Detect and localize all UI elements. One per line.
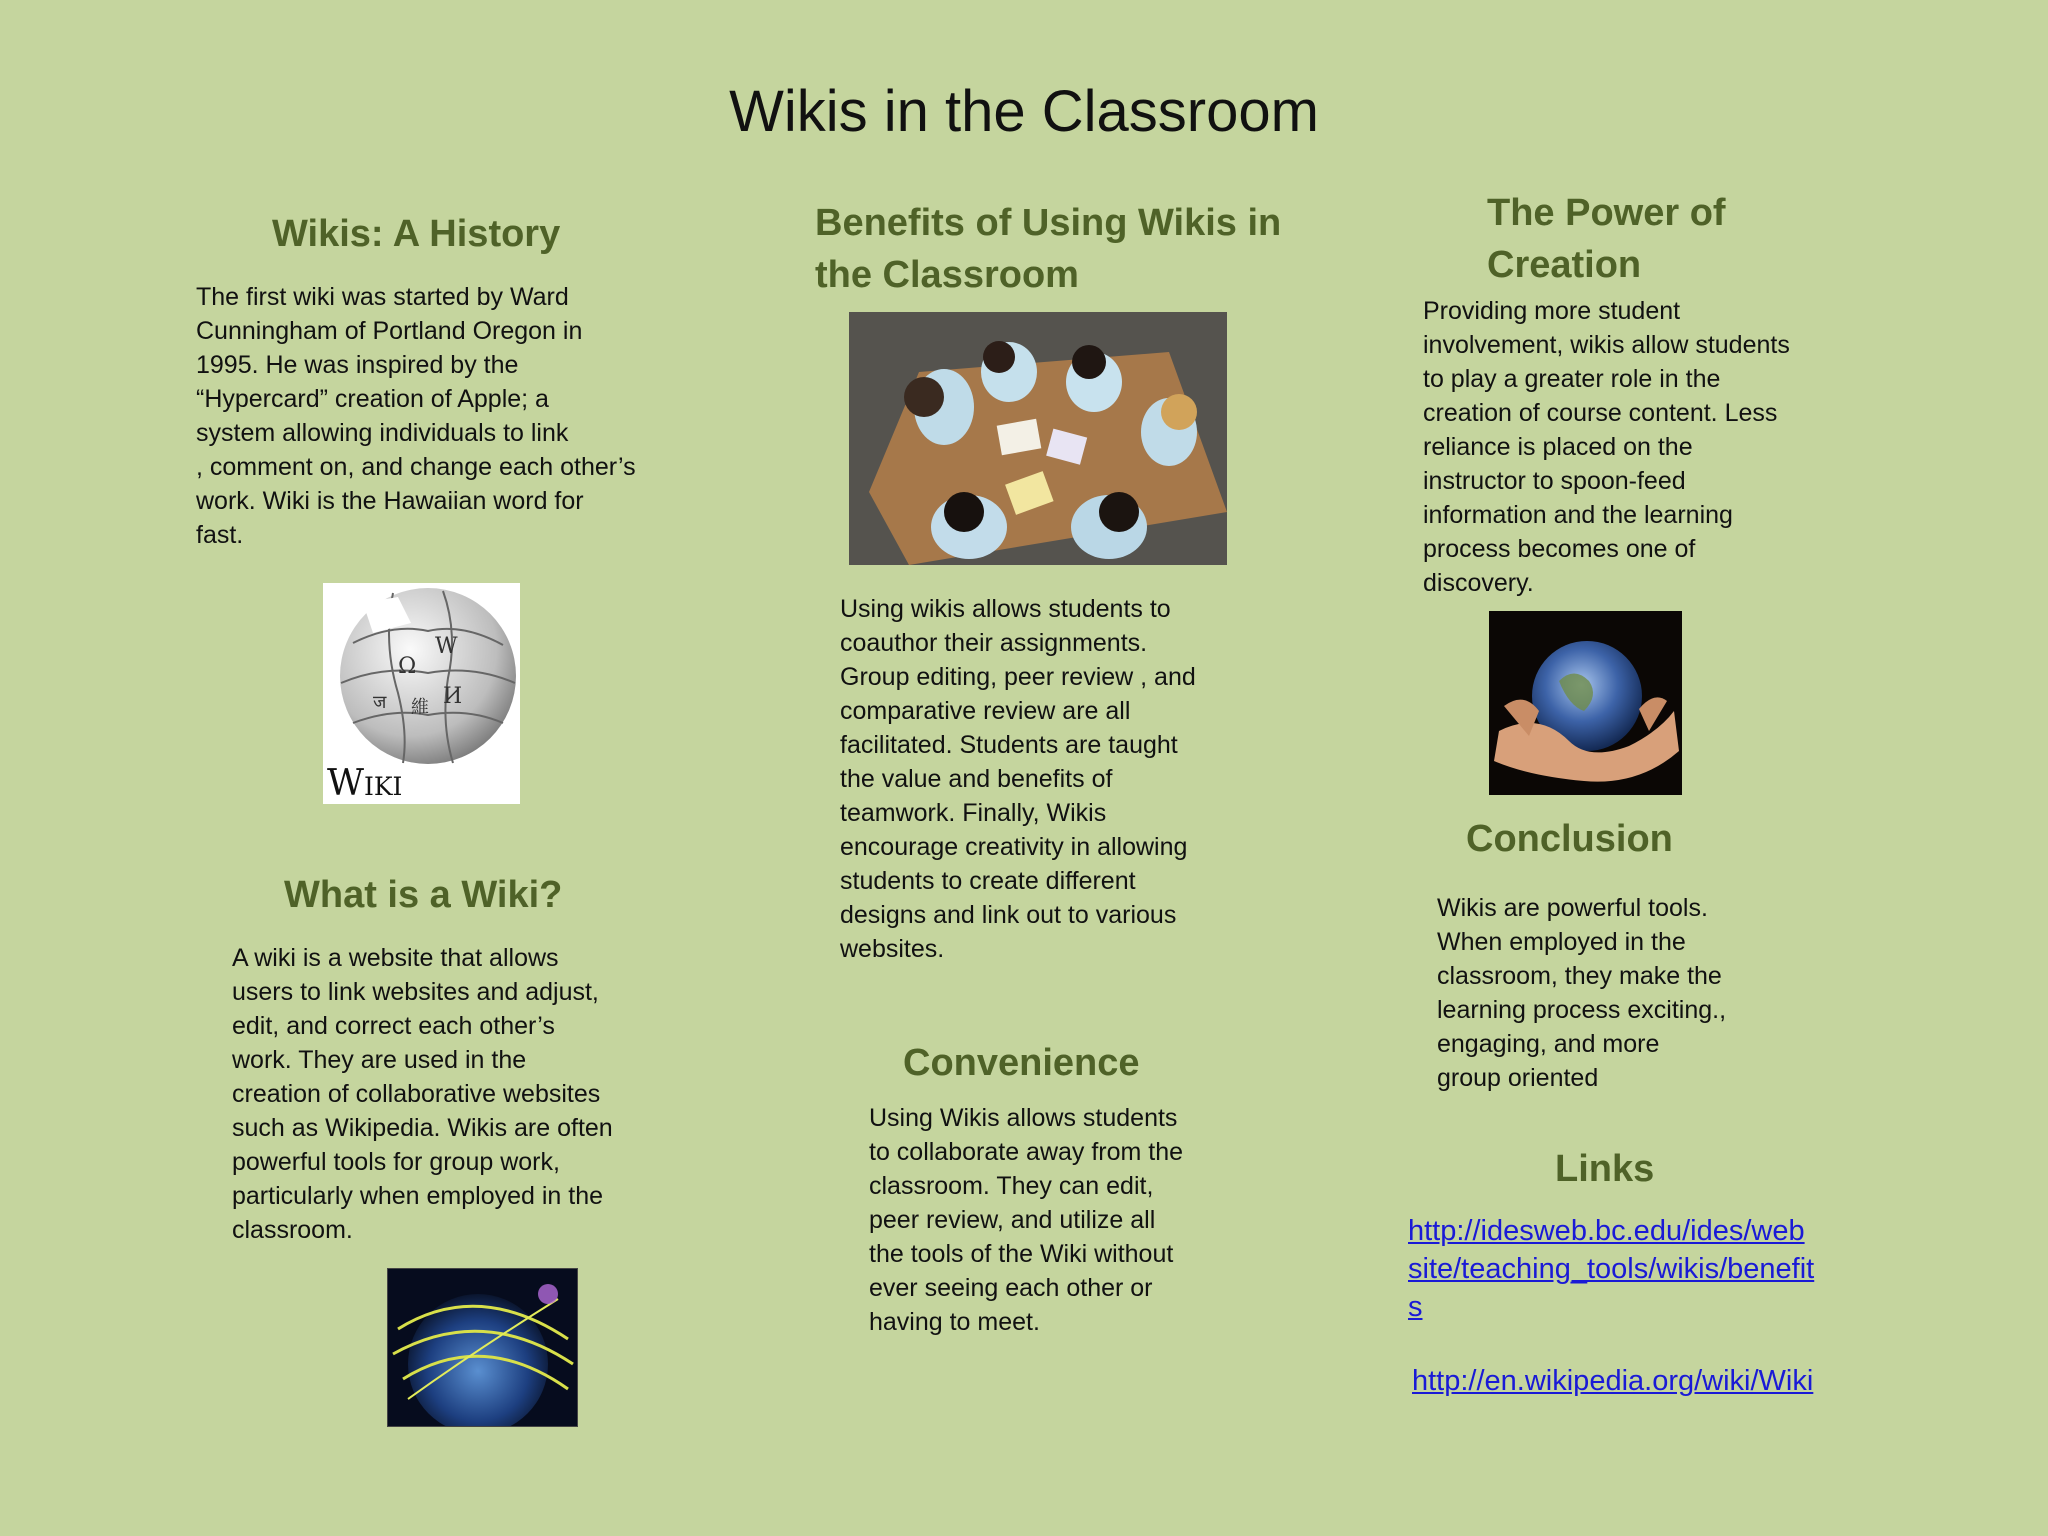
link-wikipedia[interactable]: http://en.wikipedia.org/wiki/Wiki	[1412, 1365, 1814, 1397]
what-is-text: A wiki is a website that allows users to link websites and adjust, edit, and correct each other’s work. They are used in the creation of collaborative websites such as Wikipedia. Wikis are often powerful tools for group work, particularly when employed in the classroom.	[232, 944, 613, 1244]
svg-text:維: 維	[411, 697, 429, 718]
earth-hands-icon	[1489, 611, 1682, 795]
wikipedia-logo-image	[323, 583, 520, 804]
convenience-heading: Convenience	[903, 1042, 1140, 1084]
links-heading: Links	[1555, 1148, 1655, 1190]
students-collaborating-image	[849, 312, 1227, 565]
network-globe-image	[387, 1268, 578, 1427]
svg-text:И: И	[443, 684, 463, 709]
benefits-heading: Benefits of Using Wikis in the Classroom	[815, 202, 1282, 296]
wiki-logo-caption: Wiki	[327, 763, 403, 804]
network-globe-icon	[388, 1269, 577, 1426]
benefits-text: Using wikis allows students to coauthor their assignments. Group editing, peer review , and comparative review are all facilitated. Students are taught the value and benefits of teamwork. Finally, Wikis encourage creativity in allowing students to create different designs and link out to various websites.	[840, 595, 1196, 963]
history-heading: Wikis: A History	[272, 213, 561, 255]
svg-text:Ω: Ω	[398, 654, 417, 679]
conclusion-heading: Conclusion	[1466, 818, 1673, 860]
history-text: The first wiki was started by Ward Cunningham of Portland Oregon in 1995. He was inspired by the “Hypercard” creation of Apple; a system allowing individuals to link , comment on, and change each other’s work. Wiki is the Hawaiian word for fast.	[196, 283, 636, 549]
students-photo-icon	[849, 312, 1227, 565]
earth-in-hands-image	[1489, 611, 1682, 795]
power-text: Providing more student involvement, wikis allow students to play a greater role in the creation of course content. Less reliance is placed on the instructor to spoon-feed information and the learning process becomes one of discovery.	[1423, 297, 1790, 597]
power-heading: The Power of Creation	[1487, 192, 1726, 286]
svg-text:W: W	[435, 634, 458, 659]
page-title: Wikis in the Classroom	[729, 79, 1319, 144]
conclusion-text: Wikis are powerful tools. When employed in the classroom, they make the learning process exciting., engaging, and more group oriented	[1437, 894, 1727, 1092]
svg-text:ज: ज	[373, 692, 387, 713]
link-idesweb[interactable]: http://idesweb.bc.edu/ides/website/teaching_tools/wikis/benefits	[1408, 1215, 1815, 1323]
convenience-text: Using Wikis allows students to collaborate away from the classroom. They can edit, peer review, and utilize all the tools of the Wiki without ever seeing each other or having to meet.	[869, 1104, 1184, 1336]
what-is-heading: What is a Wiki?	[284, 874, 563, 916]
